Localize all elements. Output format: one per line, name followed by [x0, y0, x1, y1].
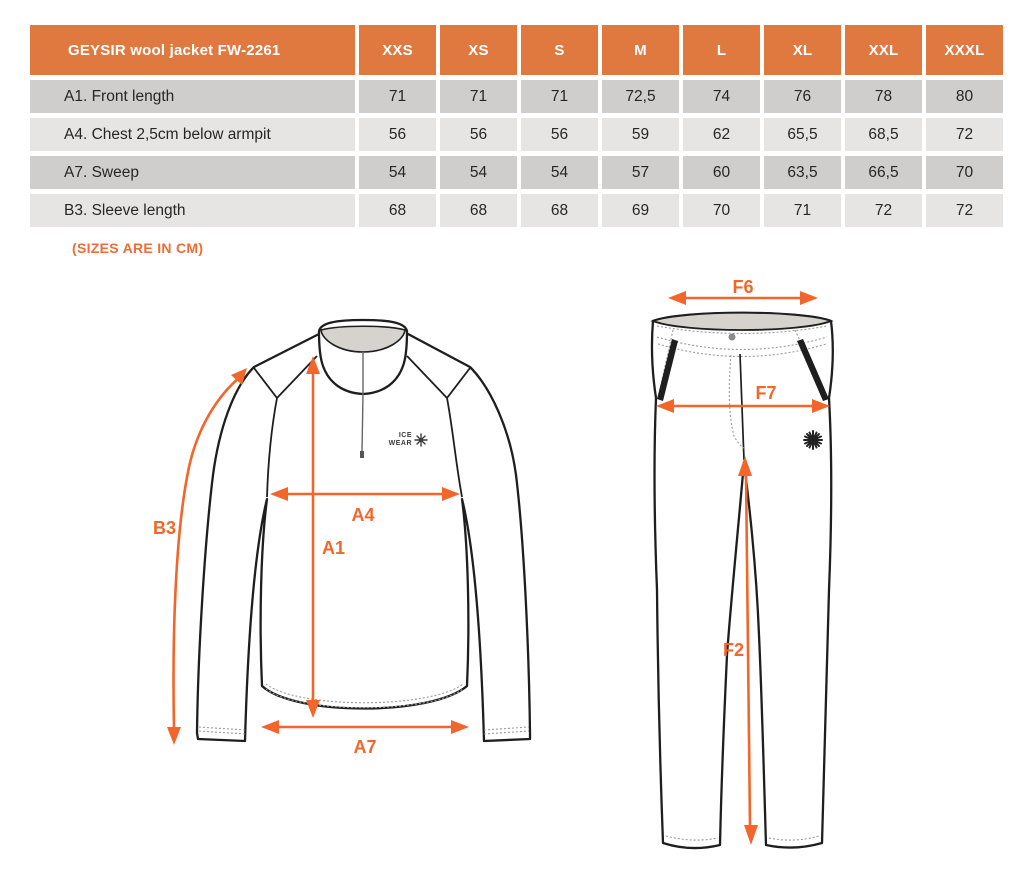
table-cell: 59	[602, 118, 679, 151]
sweep-measure-arrow	[261, 720, 469, 734]
table-cell: 65,5	[764, 118, 841, 151]
inseam-measure-label: F2	[722, 640, 744, 660]
table-cell: 69	[602, 194, 679, 227]
sweep-measure-label: A7	[353, 737, 377, 757]
sleeve-measure-label: B3	[153, 518, 177, 538]
table-cell: 78	[845, 80, 922, 113]
table-cell: 66,5	[845, 156, 922, 189]
table-cell: 71	[440, 80, 517, 113]
waist-measure-label: F6	[732, 277, 754, 297]
table-cell: 56	[359, 118, 436, 151]
zipper-pull	[360, 451, 364, 458]
table-row-chest	[30, 118, 1003, 151]
table-cell: 70	[926, 156, 1003, 189]
table-cell: 72	[926, 194, 1003, 227]
table-cell: 68,5	[845, 118, 922, 151]
size-table	[26, 20, 1007, 232]
table-cell: 60	[683, 156, 760, 189]
table-cell: 76	[764, 80, 841, 113]
table-row-front-length	[30, 80, 1003, 113]
size-header-xxl: XXL	[845, 25, 922, 75]
waist-opening-inner	[653, 313, 831, 330]
brand-snowflake-icon	[415, 434, 427, 446]
table-cell: 68	[359, 194, 436, 227]
table-cell: 68	[521, 194, 598, 227]
row-label: A1. Front length	[30, 80, 355, 113]
table-cell: 72	[845, 194, 922, 227]
size-header-xxs: XXS	[359, 25, 436, 75]
table-cell: 71	[521, 80, 598, 113]
size-table-header-row	[30, 25, 1003, 75]
table-cell: 68	[440, 194, 517, 227]
table-cell: 72	[926, 118, 1003, 151]
table-row-sweep	[30, 156, 1003, 189]
table-cell: 54	[359, 156, 436, 189]
brand-text-ice: ICE	[398, 432, 412, 439]
table-cell: 70	[683, 194, 760, 227]
size-header-l: L	[683, 25, 760, 75]
brand-text-wear: WEAR	[388, 440, 412, 447]
sizes-unit-note: (SIZES ARE IN CM)	[72, 240, 204, 256]
pants-diagram	[615, 275, 885, 875]
table-cell: 54	[440, 156, 517, 189]
jacket-diagram	[140, 280, 580, 780]
table-cell: 56	[521, 118, 598, 151]
table-cell: 72,5	[602, 80, 679, 113]
table-cell: 71	[764, 194, 841, 227]
table-cell: 80	[926, 80, 1003, 113]
front-length-measure-label: A1	[322, 538, 346, 558]
table-cell: 56	[440, 118, 517, 151]
row-label: A7. Sweep	[30, 156, 355, 189]
snowflake-icon	[804, 431, 822, 449]
table-cell: 74	[683, 80, 760, 113]
hip-measure-label: F7	[755, 383, 777, 403]
table-cell: 63,5	[764, 156, 841, 189]
size-header-xl: XL	[764, 25, 841, 75]
size-header-s: S	[521, 25, 598, 75]
chest-measure-label: A4	[351, 505, 375, 525]
product-title: GEYSIR wool jacket FW-2261	[30, 25, 355, 75]
table-cell: 62	[683, 118, 760, 151]
row-label: A4. Chest 2,5cm below armpit	[30, 118, 355, 151]
size-header-xs: XS	[440, 25, 517, 75]
pants-outline	[652, 313, 833, 848]
size-header-m: M	[602, 25, 679, 75]
table-row-sleeve-length	[30, 194, 1003, 227]
table-cell: 57	[602, 156, 679, 189]
table-cell: 71	[359, 80, 436, 113]
row-label: B3. Sleeve length	[30, 194, 355, 227]
size-header-xxxl: XXXL	[926, 25, 1003, 75]
table-cell: 54	[521, 156, 598, 189]
waist-button	[729, 334, 736, 341]
